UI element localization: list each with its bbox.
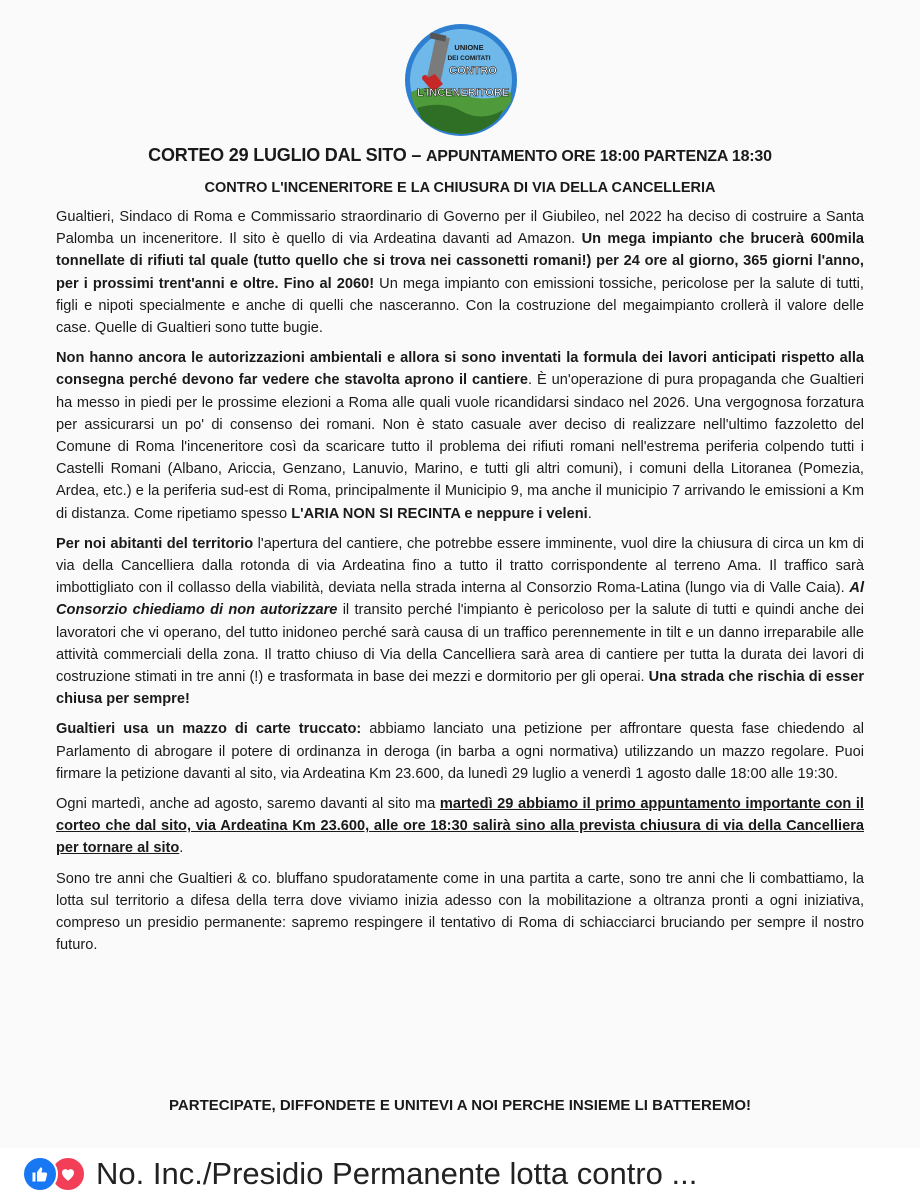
p3-text-b: l'apertura del cantiere, che potrebbe essere imminente, vuol dire la chiusura di circa un km di via della Cancelliera dalla rotonda di via Ardeatina fino a tutto il tratto corrispondente al terreno Ama. Il traffico sarà imbottigliato con il collasso della viabilità, deviata nella strada interna al Consorzio Roma-Latina (lungo via di Valle Caia). xyxy=(56,535,865,597)
p4-bold: Gualtieri usa un mazzo di carte truccato: xyxy=(56,721,362,738)
headline xyxy=(0,145,920,166)
logo-line-3: CONTRO xyxy=(449,65,497,77)
logo-line-1: UNIONE xyxy=(454,43,484,52)
paragraph-5 xyxy=(56,793,864,860)
paragraph-3 xyxy=(56,533,864,711)
reactions[interactable] xyxy=(22,1156,86,1192)
p4-text-b: abbiamo lanciato una petizione per affrontare questa fase chiedendo al Parlamento di abrogare il potere di ordinanza in deroga (in barba a ogni normativa) utilizzando un mazzo regolare. Puoi firmare la petizione davanti al sito, via Ardeatina Km 23.600, da lunedì 29 luglio a venerdì 1 agosto dalle 18:00 alle 19:30. xyxy=(56,721,864,782)
p2-text-b: . È un'operazione di pura propaganda che Gualtieri ha messo in piedi per le prossime elezioni a Roma alle quali vuole ricandidarsi sindaco nel 2026. Una vergognosa forzatura per assicurarsi un po' di consenso dei romani. Non è stato casuale aver deciso di realizzare nell'ultimo fazzoletto del Comune di Roma l'inceneritore così da scaricare tutto il problema dei rifiuti romani nell'estrema periferia colpendo tutti i Castelli Romani (Albano, Ariccia, Genzano, Lanuvio, Marino, e tutti gli altri comuni), i comuni della Litoranea (Pomezia, Ardea, etc.) e la periferia sud-est di Roma, principalmente il Municipio 9, ma anche il municipio 7 arrivando le emissioni a Km di distanza. Come ripetiamo spesso xyxy=(56,372,865,522)
closing-slogan: PARTECIPATE, DIFFONDETE E UNITEVI A NOI PERCHE INSIEME LI BATTEREMO! xyxy=(169,1097,751,1114)
p5-text-a: Ogni martedì, anche ad agosto, saremo davanti al sito ma xyxy=(56,796,440,813)
p1-text-c: Un mega impianto con emissioni tossiche, pericolose per la salute di tutti, figli e nipoti specialmente e anche di quelli che nasceranno. Con la costruzione del megaimpianto crollerà il valore delle case. Quelle di Gualtieri sono tutte bugie. xyxy=(56,275,864,337)
p3-bold-end: Una strada che rischia di esser chiusa per sempre! xyxy=(56,669,864,708)
logo-line-2: DEI COMITATI xyxy=(447,55,491,62)
subheadline: CONTRO L'INCENERITORE E LA CHIUSURA DI VIA DELLA CANCELLERIA xyxy=(204,180,716,196)
headline-part-1: CORTEO 29 LUGLIO DAL SITO – xyxy=(148,145,426,165)
committee-logo xyxy=(403,22,519,138)
p3-bold: Per noi abitanti del territorio xyxy=(56,535,254,552)
p1-text-a: Gualtieri, Sindaco di Roma e Commissario straordinario di Governo per il Giubileo, nel 2022 ha deciso di costruire a Santa Palomba un inceneritore. Il sito è quello di via Ardeatina davanti ad Amazon. xyxy=(56,209,864,248)
paragraph-6: Sono tre anni che Gualtieri & co. bluffano spudoratamente come in una partita a carte, sono tre anni che li combattiamo, la lotta sul territorio a difesa della terra dove viviamo inizia adesso con la mobilitazione a oltranza pronti a ogni iniziativa, compreso un presidio permanente: sapremo respingere il tentativo di Roma di schiacciarci bruciando per sempre il nostro futuro. xyxy=(56,870,864,954)
logo-line-4: L'INCENERITORE xyxy=(416,87,510,99)
p3-text-d: il transito perché l'impianto è pericoloso per la salute di tutti e quindi anche dei lavoratori che vi operano, del tutto inidoneo perché sarà causa di un traffico perennemente in tilt e un danno irreparabile alle attività commerciali della zona. Il tratto chiuso di Via della Cancelliera sarà area di cantiere per tutta la durata dei lavori di costruzione stimati in tre anni (!) e trasformata in base dei mezzi e dormitorio per gli operai. xyxy=(56,602,864,686)
p2-bold-slogan: L'ARIA NON SI RECINTA e neppure i veleni xyxy=(291,505,588,522)
like-icon[interactable] xyxy=(22,1156,58,1192)
paragraph-4 xyxy=(56,718,864,785)
p1-bold: Un mega impianto che brucerà 600mila tonnellate di rifiuti tal quale (tutto quello che si trova nei cassonetti romani!) per 24 ore al giorno, 365 giorni l'anno, per i prossimi trent'anni e oltre. Fino al 2060! xyxy=(56,231,865,292)
paragraph-2 xyxy=(56,347,864,525)
post-caption-bar[interactable] xyxy=(0,1148,920,1199)
p5-bold-underlined: martedì 29 abbiamo il primo appuntamento importante con il corteo che dal sito, via Ardeatina Km 23.600, alle ore 18:30 salirà sino alla prevista chiusura di via della Cancelliera per tornare al sito xyxy=(56,796,864,857)
flyer-body xyxy=(56,206,864,965)
p2-text-d: . xyxy=(587,505,592,522)
post-source-title[interactable]: No. Inc./Presidio Permanente lotta contro ... xyxy=(96,1155,698,1191)
paragraph-1 xyxy=(56,206,864,339)
p2-bold: Non hanno ancora le autorizzazioni ambientali e allora si sono inventati la formula dei lavori anticipati rispetto alla consegna perché devono far vedere che stavolta aprono il cantiere xyxy=(56,350,864,389)
p3-bold-italic: Al Consorzio chiediamo di non autorizzare xyxy=(56,580,864,619)
headline-part-2: APPUNTAMENTO ORE 18:00 PARTENZA 18:30 xyxy=(425,148,772,165)
p5-text-c: . xyxy=(179,840,184,857)
